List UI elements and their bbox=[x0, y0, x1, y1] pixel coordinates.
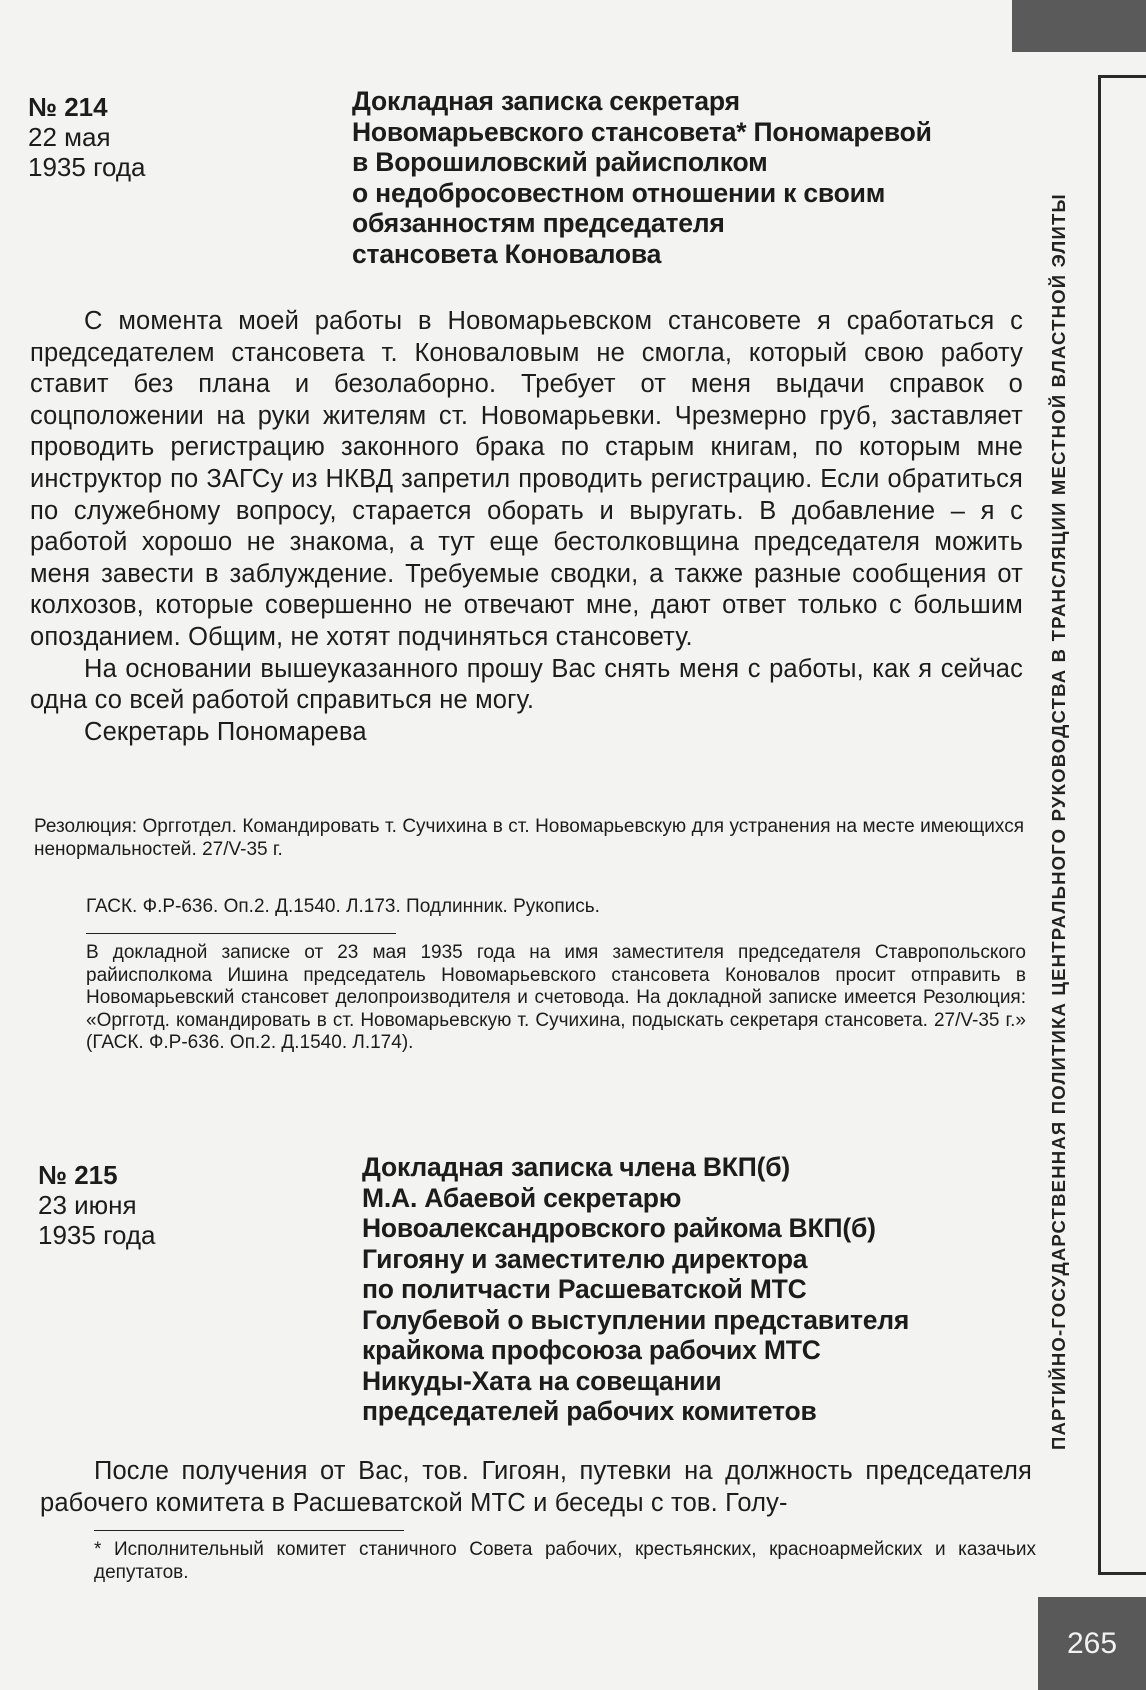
doc-214-resolution: Резолюция: Оргготдел. Командировать т. Сучихина в ст. Новомарьевскую для устранения на месте имеющихся ненормальностей. 27/V-35 г. bbox=[34, 816, 1024, 860]
doc-214-archive-source: ГАСК. Ф.Р-636. Оп.2. Д.1540. Л.173. Подлинник. Рукопись. bbox=[86, 896, 600, 917]
footnote-divider bbox=[94, 1530, 404, 1531]
footnote: * Исполнительный комитет станичного Совета рабочих, крестьянских, красноармейских и казачьих депутатов. bbox=[94, 1539, 1036, 1583]
doc-215-date-day: 23 июня bbox=[38, 1190, 137, 1220]
doc-215-date-year: 1935 года bbox=[38, 1220, 156, 1250]
note-divider bbox=[86, 933, 396, 934]
doc-214-signature: Секретарь Пономарева bbox=[84, 717, 367, 746]
doc-215-body bbox=[40, 1456, 1032, 1519]
doc-214-title: Докладная записка секретаря Новомарьевского стансовета* Пономаревой в Ворошиловский райисполком о недобросовестном отношении к своим обязанностям председателя стансовета Коновалова bbox=[352, 86, 932, 269]
doc-215-paragraph: После получения от Вас, тов. Гигоян, путевки на должность председателя рабочего комитета в Расшеватской МТС и беседы с тов. Голу- bbox=[40, 1457, 1032, 1517]
doc-214-header bbox=[28, 92, 146, 182]
doc-214-body bbox=[30, 306, 1023, 748]
side-margin-frame bbox=[1098, 75, 1146, 1575]
doc-214-editorial-note: В докладной записке от 23 мая 1935 года на имя заместителя председателя Ставропольского райисполкома Ишина председатель Новомарьевского стансовета Коновалов просит отправить в Новомарьевский стансовет делопроизводителя и счетовода. На докладной записке имеется Резолюция: «Оргготд. командировать в ст. Новомарьевскую т. Сучихина, подыскать секретаря стансовета. 27/V-35 г.» (ГАСК. Ф.Р-636. Оп.2. Д.1540. Л.174). bbox=[86, 942, 1026, 1053]
doc-214-number: № 214 bbox=[28, 92, 108, 122]
doc-215-number: № 215 bbox=[38, 1160, 118, 1190]
doc-214-date-day: 22 мая bbox=[28, 122, 111, 152]
doc-214-paragraph: С момента моей работы в Новомарьевском стансовете я сработаться с председателем стансовета т. Коноваловым не смогла, который свою работу ставит без плана и безолаборно. Требует от меня выдачи справок о соцположении на руки жителям ст. Новомарьевки. Чрезмерно груб, заставляет проводить регистрацию законного брака по старым книгам, по которым мне инструктор по ЗАГСу из НКВД запретил проводить регистрацию. Если обратиться по служебному вопросу, старается оборать и выругать. В добавление – я с работой хорошо не знакома, а тут еще бестолковщина председателя можить меня завести в заблуждение. Требуемые сводки, а также разные сообщения от колхозов, которые совершенно не отвечают мне, дают ответ только с большим опозданием. Общим, не хотят подчиняться стансовету. bbox=[30, 307, 1023, 651]
doc-214-paragraph: На основании вышеуказанного прошу Вас снять меня с работы, как я сейчас одна со всей работой справиться не могу. bbox=[30, 654, 1023, 715]
running-head-vertical: ПАРТИЙНО-ГОСУДАРСТВЕННАЯ ПОЛИТИКА ЦЕНТРАЛЬНОГО РУКОВОДСТВА В ТРАНСЛЯЦИИ МЕСТНОЙ ВЛАСТНОЙ ЭЛИТЫ bbox=[1048, 193, 1069, 1450]
top-corner-tab bbox=[1012, 0, 1146, 52]
doc-215-title: Докладная записка члена ВКП(б) М.А. Абаевой секретарю Новоалександровского райкома ВКП(б) Гигояну и заместителю директора по политчасти Расшеватской МТС Голубевой о выступлении представителя крайкома профсоюза рабочих МТС Никуды-Хата на совещании председателей рабочих комитетов bbox=[362, 1152, 910, 1426]
doc-215-header bbox=[38, 1160, 156, 1250]
page-number: 265 bbox=[1038, 1597, 1146, 1690]
doc-214-date-year: 1935 года bbox=[28, 152, 146, 182]
